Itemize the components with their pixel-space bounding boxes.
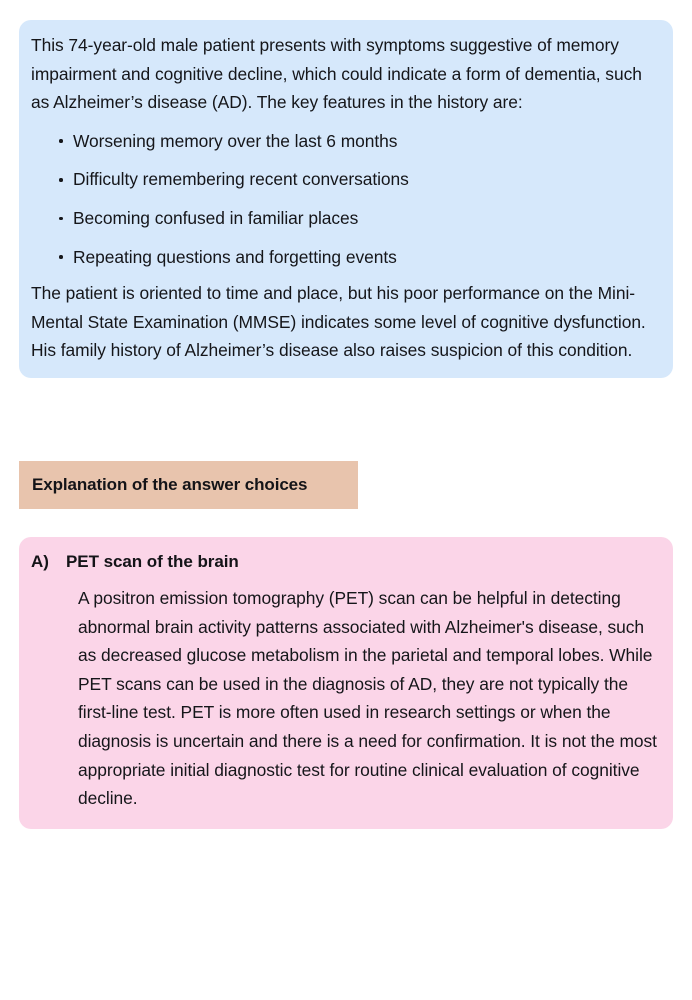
list-item-label: Repeating questions and forgetting events: [73, 246, 397, 267]
list-item: [31, 127, 660, 156]
summary-conclusion-paragraph: The patient is oriented to time and place, but his poor performance on the Mini-Mental State Examination (MMSE) indicates some level of cognitive dysfunction. His family history of Alzheimer’s disease also raises suspicion of this condition.: [31, 283, 646, 361]
key-features-list: [31, 127, 660, 271]
list-item-label: Becoming confused in familiar places: [73, 207, 359, 228]
list-item-label: Worsening memory over the last 6 months: [73, 130, 398, 151]
list-item: [31, 204, 660, 233]
answer-choice-card-a: [19, 537, 673, 829]
clinical-summary-card: [19, 20, 673, 378]
answer-choice-heading: [31, 549, 660, 575]
answer-choice-title: PET scan of the brain: [66, 552, 239, 571]
bullet-dot-icon: [59, 255, 63, 259]
bullet-dot-icon: [59, 217, 63, 221]
bullet-dot-icon: [59, 178, 63, 182]
list-item: [31, 165, 660, 194]
bullet-dot-icon: [59, 139, 63, 143]
section-banner: [19, 461, 358, 509]
list-item: [31, 243, 660, 272]
list-item-label: Difficulty remembering recent conversations: [73, 169, 409, 190]
answer-choice-letter: A): [31, 552, 49, 571]
answer-choice-explanation: A positron emission tomography (PET) scan can be helpful in detecting abnormal brain activity patterns associated with Alzheimer's disease, such as decreased glucose metabolism in the parietal and temporal lobes. While PET scans can be used in the diagnosis of AD, they are not typically the first-line test. PET is more often used in research settings or when the diagnosis is uncertain and there is a need for confirmation. It is not the most appropriate initial diagnostic test for routine clinical evaluation of cognitive decline.: [78, 588, 657, 809]
section-banner-label: Explanation of the answer choices: [32, 475, 308, 494]
summary-intro-paragraph: This 74-year-old male patient presents with symptoms suggestive of memory impairment and cognitive decline, which could indicate a form of dementia, such as Alzheimer’s disease (AD). The key features in the history are:: [31, 35, 642, 113]
